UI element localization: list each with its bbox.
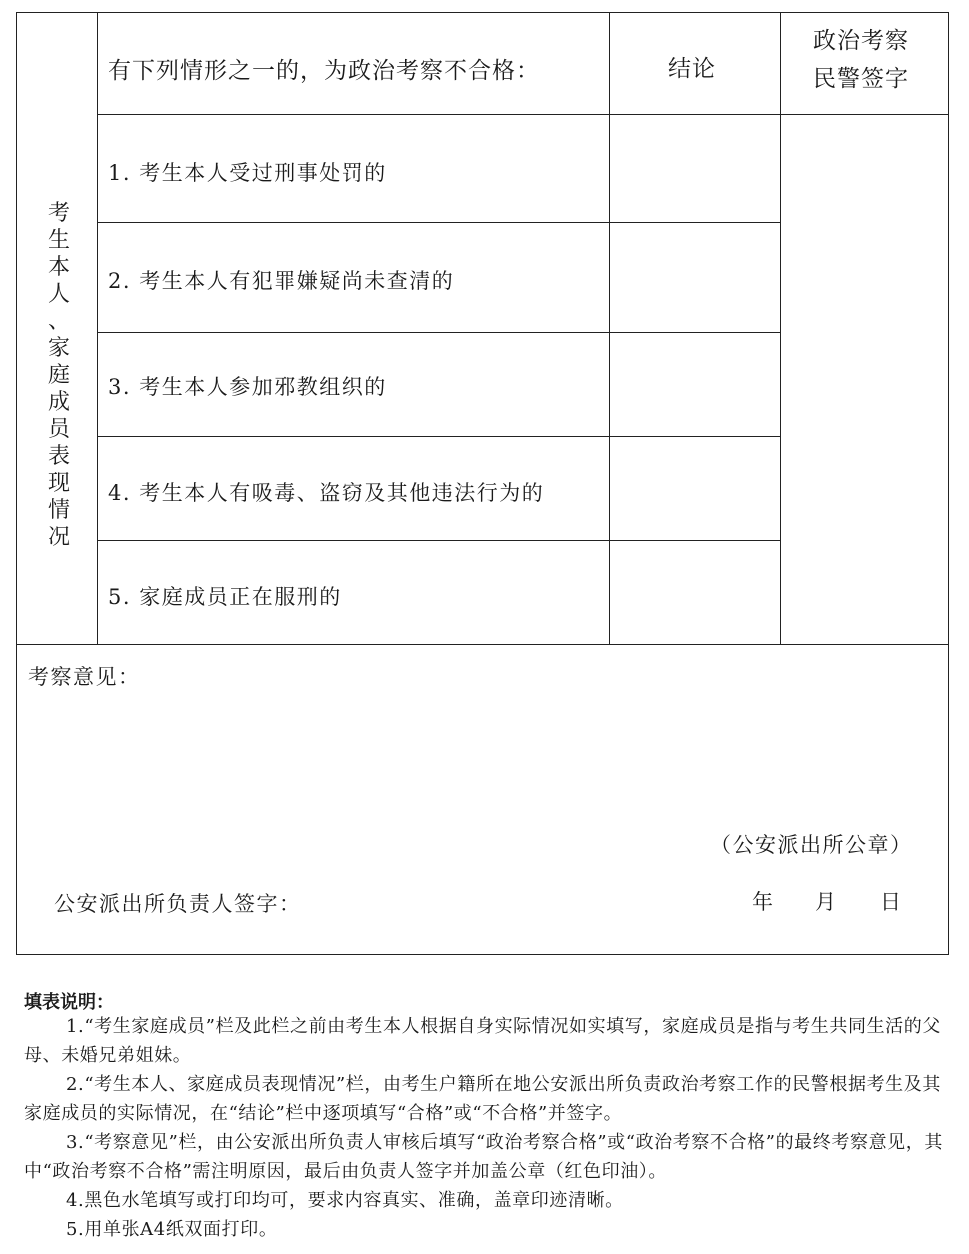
table-top-border [16,12,949,13]
conclusion-cell-4[interactable] [610,437,780,540]
category-column-divider [97,12,98,644]
category-char: 况 [47,525,70,550]
row-category-label [44,200,74,551]
category-char: 人 [47,282,70,307]
category-char: 庭 [47,363,70,388]
conclusion-cell-2[interactable] [610,223,780,332]
note-3: 3.“考察意见”栏，由公安派出所负责人审核后填写“政治考察合格”或“政治考察不合格”的最终考察意见，其中“政治考察不合格”需注明原因，最后由负责人签字并加盖公章（红色印油）。 [24,1132,943,1182]
item-5: 5. 家庭成员正在服刑的 [108,585,342,609]
header-intro: 有下列情形之一的，为政治考察不合格： [108,58,540,84]
category-char: 考 [47,201,70,226]
item-4: 4. 考生本人有吸毒、盗窃及其他违法行为的 [108,481,545,505]
header-sign-line1: 政治考察 [813,28,909,54]
date-year: 年 [752,890,775,914]
opinion-field[interactable] [17,695,948,815]
category-char: 情 [47,498,70,523]
table-bottom-border [16,954,949,955]
category-char: 、 [47,309,70,334]
conclusion-cell-3[interactable] [610,333,780,436]
category-char: 成 [47,390,70,415]
date-day: 日 [880,890,903,914]
opinion-section-divider [16,644,949,645]
item-1: 1. 考生本人受过刑事处罚的 [108,161,387,185]
category-char: 现 [47,471,70,496]
conclusion-cell-1[interactable] [610,115,780,222]
date-month: 月 [815,890,838,914]
category-char: 本 [47,255,70,280]
table-right-border [948,12,949,955]
note-5: 5.用单张A4纸双面打印。 [66,1219,278,1240]
category-char: 家 [47,336,70,361]
opinion-label: 考察意见： [28,665,141,689]
header-conclusion: 结论 [668,56,716,82]
header-sign-line2: 民警签字 [813,66,909,92]
category-char: 表 [47,444,70,469]
item-2: 2. 考生本人有犯罪嫌疑尚未查清的 [108,269,455,293]
notes-title: 填表说明： [24,992,114,1013]
category-char: 生 [47,228,70,253]
note-2: 2.“考生本人、家庭成员表现情况”栏，由考生户籍所在地公安派出所负责政治考察工作的民警根据考生及其家庭成员的实际情况，在“结论”栏中逐项填写“合格”或“不合格”并签字。 [24,1074,941,1124]
police-signature-cell[interactable] [781,115,948,644]
category-char: 员 [47,417,70,442]
seal-text: （公安派出所公章） [710,833,913,857]
signer-label: 公安派出所负责人签字： [54,892,302,916]
note-4: 4.黑色水笔填写或打印均可，要求内容真实、准确，盖章印迹清晰。 [66,1190,624,1211]
item-3: 3. 考生本人参加邪教组织的 [108,375,387,399]
note-1: 1.“考生家庭成员”栏及此栏之前由考生本人根据自身实际情况如实填写，家庭成员是指与考生共同生活的父母、未婚兄弟姐妹。 [24,1016,941,1066]
conclusion-cell-5[interactable] [610,541,780,644]
